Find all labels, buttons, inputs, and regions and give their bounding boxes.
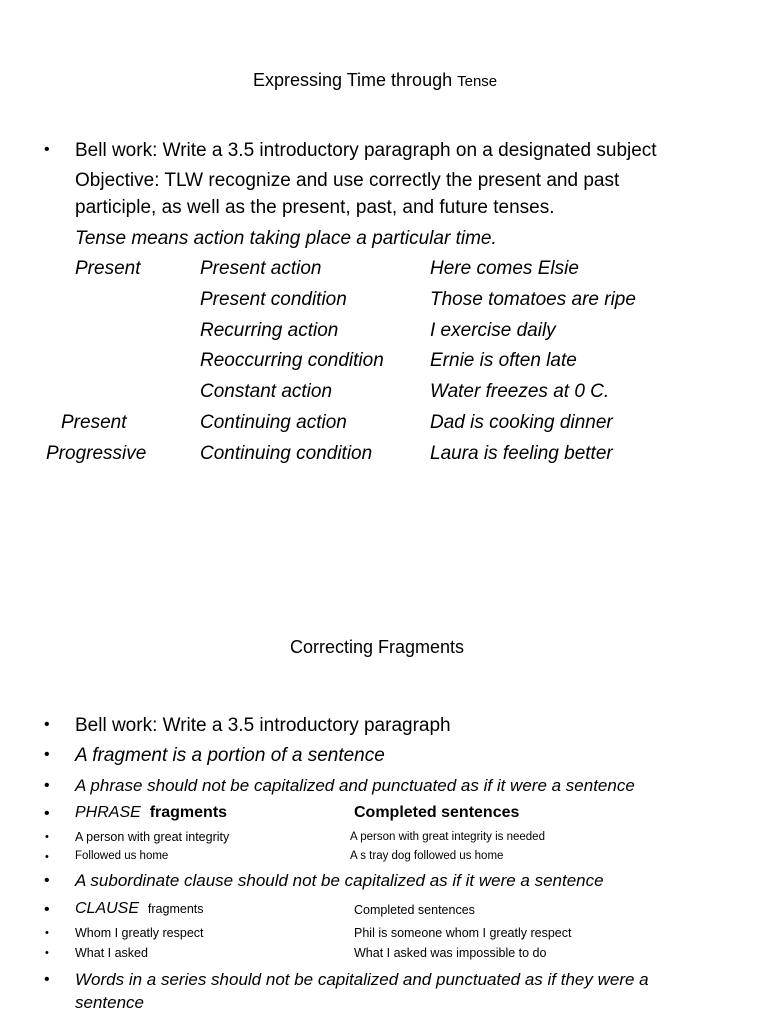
clause-fragments-heading [75,900,204,918]
tense-row-example: Those tomatoes are ripe [430,289,636,310]
clause-head-suffix: fragments [147,902,204,916]
phrase-rule: A phrase should not be capitalized and punctuated as if it were a sentence [75,776,635,795]
fragment-definition: A fragment is a portion of a sentence [75,745,385,766]
slide1-definition: Tense means action taking place a particular time. [75,228,497,249]
bullet-icon: • [44,716,50,733]
clause-fragment-example: What I asked [75,946,148,960]
slide1-title-small: Tense [457,73,498,90]
tense-row-example: I exercise daily [430,320,556,341]
phrase-head: PHRASE [75,804,141,821]
bullet-icon: • [45,851,49,863]
tense-row-type: Constant action [200,381,333,402]
clause-completed-example: What I asked was impossible to do [354,946,547,960]
phrase-fragments-heading [75,804,227,822]
clause-completed-heading: Completed sentences [354,903,475,917]
series-rule-line1: Words in a series should not be capitalized and punctuated as if they were a [75,970,649,989]
phrase-fragment-example: Followed us home [75,850,169,862]
tense-row-example: Laura is feeling better [430,443,613,464]
tense-row-label: Progressive [46,443,147,464]
bullet-icon: • [45,947,49,959]
tense-row-type: Reoccurring condition [200,350,384,371]
clause-completed-example: Phil is someone whom I greatly respect [354,926,572,940]
tense-row-example: Water freezes at 0 C. [430,381,610,402]
tense-row-type: Present condition [200,289,347,310]
clause-rule: A subordinate clause should not be capitalized as if it were a sentence [75,871,604,890]
bullet-icon: • [44,805,50,822]
tense-row-example: Here comes Elsie [430,258,579,279]
bullet-icon: • [44,777,50,794]
bullet-icon: • [44,746,50,763]
phrase-completed-example: A s tray dog followed us home [350,850,504,862]
slide2-title: Correcting Fragments [290,637,465,657]
slide1-bell-work: Bell work: Write a 3.5 introductory paragraph on a designated subject [75,140,657,161]
series-rule-line2: sentence [75,993,144,1012]
bullet-icon: • [44,971,50,988]
phrase-completed-example: A person with great integrity is needed [350,831,545,843]
bullet-icon: • [45,831,49,843]
tense-row-example: Dad is cooking dinner [430,412,613,433]
bullet-icon: • [44,141,50,158]
phrase-fragment-example: A person with great integrity [75,830,230,844]
tense-row-type: Recurring action [200,320,339,341]
clause-fragment-example: Whom I greatly respect [75,926,204,940]
bullet-icon: • [44,872,50,889]
tense-row-type: Present action [200,258,322,279]
slide1-objective-line2: participle, as well as the present, past, and future tenses. [75,197,555,218]
tense-row-label: Present [61,412,127,433]
slide2-bell-work: Bell work: Write a 3.5 introductory paragraph [75,715,451,736]
slide1-title-main: Expressing Time through [253,70,458,90]
tense-row-type: Continuing condition [200,443,373,464]
slide1-objective-line1: Objective: TLW recognize and use correctly the present and past [75,170,620,191]
tense-row-label: Present [75,258,141,279]
tense-row-example: Ernie is often late [430,350,577,371]
slide1-title [253,70,497,91]
completed-sentences-heading: Completed sentences [354,804,520,821]
tense-row-type: Continuing action [200,412,347,433]
bullet-icon: • [44,901,50,918]
bullet-icon: • [45,927,49,939]
phrase-head-suffix: fragments [149,804,228,821]
clause-head: CLAUSE [75,900,140,917]
